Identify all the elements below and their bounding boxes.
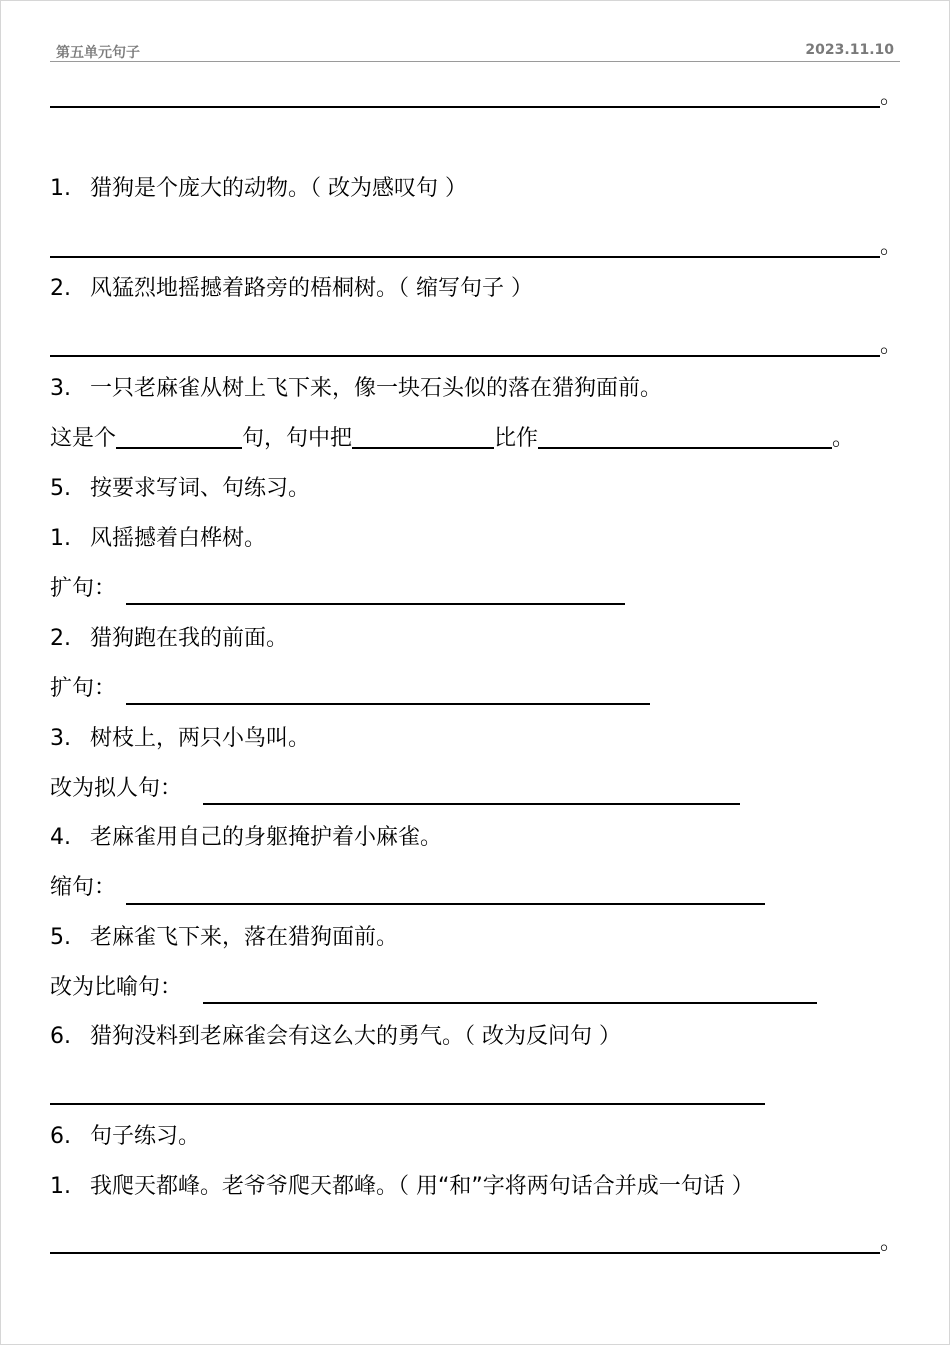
answer-line[interactable] xyxy=(50,106,880,108)
exercise-prompt: 改为比喻句： xyxy=(50,975,183,1000)
exercise-3 xyxy=(50,725,310,753)
exercise-text: 树枝上，两只小鸟叫。 xyxy=(90,726,311,751)
exercise-prompt: 扩句： xyxy=(50,576,117,601)
answer-line[interactable] xyxy=(203,1002,817,1004)
answer-line[interactable] xyxy=(50,1103,765,1105)
section-number: 6. xyxy=(50,1124,71,1149)
exercise-text: 猎狗跑在我的前面。 xyxy=(90,626,289,651)
exercise-1 xyxy=(50,525,266,553)
section-title: 句子练习。 xyxy=(90,1124,201,1149)
exercise-number: 1. xyxy=(50,526,71,551)
exercise-text: 老麻雀用自己的身躯掩护着小麻雀。 xyxy=(90,825,443,850)
fill-blank-object[interactable] xyxy=(538,425,832,449)
exercise-prompt: 改为拟人句： xyxy=(50,776,183,801)
fill-in-row xyxy=(50,425,854,453)
exercise-6 xyxy=(50,1023,621,1051)
answer-line[interactable] xyxy=(126,703,650,705)
header-rule xyxy=(50,61,900,62)
header-title: 第五单元句子 xyxy=(56,45,140,61)
question-text: 一只老麻雀从树上飞下来，像一块石头似的落在猎狗面前。 xyxy=(90,376,663,401)
exercise-5 xyxy=(50,924,398,952)
question-number: 1. xyxy=(50,176,71,201)
end-period: 。 xyxy=(880,333,903,358)
exercise-number: 5. xyxy=(50,925,71,950)
question-3 xyxy=(50,375,662,403)
fill-text-3: 比作 xyxy=(494,426,539,451)
exercise-text: 猎狗没料到老麻雀会有这么大的勇气。（ 改为反问句 ） xyxy=(90,1024,621,1049)
fill-text-1: 这是个 xyxy=(50,426,117,451)
question-combine xyxy=(50,1173,754,1201)
question-text: 我爬天都峰。老爷爷爬天都峰。（ 用“和”字将两句话合并成一句话 ） xyxy=(90,1174,754,1199)
exercise-2 xyxy=(50,625,288,653)
fill-text-2: 句，句中把 xyxy=(242,426,353,451)
answer-line[interactable] xyxy=(50,256,880,258)
section-title: 按要求写词、句练习。 xyxy=(90,476,311,501)
question-number: 3. xyxy=(50,376,71,401)
question-number: 1. xyxy=(50,1174,71,1199)
exercise-prompt: 缩句： xyxy=(50,875,117,900)
exercise-text: 风摇撼着白桦树。 xyxy=(90,526,267,551)
exercise-number: 2. xyxy=(50,626,71,651)
exercise-number: 3. xyxy=(50,726,71,751)
exercise-number: 4. xyxy=(50,825,71,850)
exercise-text: 老麻雀飞下来，落在猎狗面前。 xyxy=(90,925,399,950)
section-heading xyxy=(50,475,310,503)
answer-line[interactable] xyxy=(50,355,880,357)
question-text: 风猛烈地摇撼着路旁的梧桐树。（ 缩写句子 ） xyxy=(90,276,533,301)
end-period: 。 xyxy=(880,1230,903,1255)
fill-blank-type[interactable] xyxy=(116,425,242,449)
question-2 xyxy=(50,275,533,303)
fill-blank-subject[interactable] xyxy=(352,425,494,449)
question-1 xyxy=(50,175,467,203)
answer-line[interactable] xyxy=(126,603,625,605)
answer-line[interactable] xyxy=(126,903,765,905)
answer-line[interactable] xyxy=(203,803,740,805)
question-text: 猎狗是个庞大的动物。（ 改为感叹句 ） xyxy=(90,176,467,201)
header-date: 2023.11.10 xyxy=(805,42,894,58)
end-period: 。 xyxy=(832,426,855,451)
section-number: 5. xyxy=(50,476,71,501)
end-period: 。 xyxy=(880,234,903,259)
question-number: 2. xyxy=(50,276,71,301)
exercise-4 xyxy=(50,824,442,852)
answer-line[interactable] xyxy=(50,1252,880,1254)
exercise-number: 6. xyxy=(50,1024,71,1049)
section-heading xyxy=(50,1123,200,1151)
end-period: 。 xyxy=(880,84,903,109)
exercise-prompt: 扩句： xyxy=(50,676,117,701)
